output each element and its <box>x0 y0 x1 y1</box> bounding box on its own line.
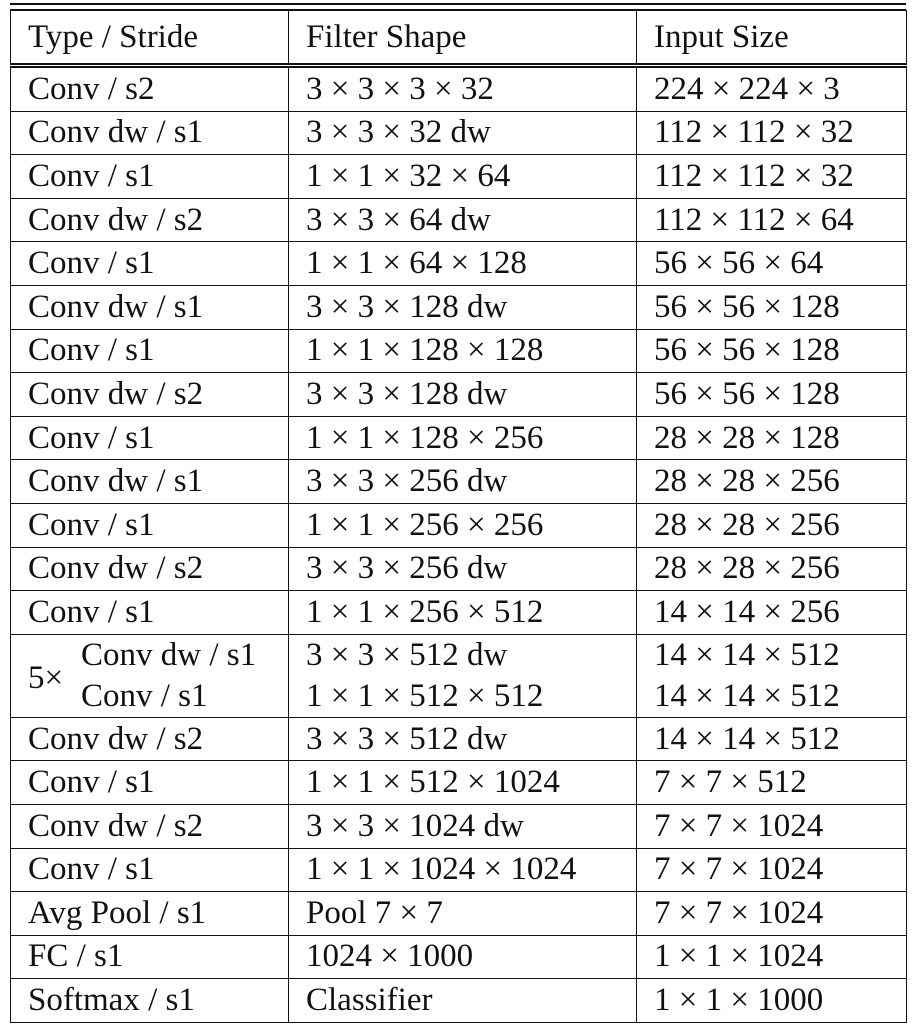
input-size-cell: 7 × 7 × 1024 <box>637 848 907 892</box>
table-row <box>11 198 907 242</box>
type-stride-cell: Conv dw / s1 <box>11 111 289 155</box>
input-size-cell: 1 × 1 × 1024 <box>637 935 907 979</box>
filter-shape-cell: 3 × 3 × 3 × 32 <box>289 66 637 112</box>
type-stride-cell: Conv / s2 <box>11 66 289 112</box>
filter-shape-cell: 3 × 3 × 64 dw <box>289 198 637 242</box>
table-row <box>11 935 907 979</box>
filter-shape-cell <box>289 634 637 717</box>
type-stride-cell: Conv / s1 <box>11 761 289 805</box>
table-row <box>11 285 907 329</box>
input-size-cell: 112 × 112 × 32 <box>637 155 907 199</box>
filter-shape-cell: 1024 × 1000 <box>289 935 637 979</box>
table-row <box>11 329 907 373</box>
input-size-cell: 112 × 112 × 32 <box>637 111 907 155</box>
table-row <box>11 503 907 547</box>
type-stride-cell: Conv / s1 <box>11 155 289 199</box>
type-stride-cell: Conv / s1 <box>11 416 289 460</box>
input-size-cell: 14 × 14 × 256 <box>637 591 907 635</box>
column-header-input-size: Input Size <box>637 11 907 66</box>
filter-shape-cell: 1 × 1 × 512 × 1024 <box>289 761 637 805</box>
input-size-cell: 56 × 56 × 128 <box>637 373 907 417</box>
filter-shape-cell: 1 × 1 × 32 × 64 <box>289 155 637 199</box>
table-row <box>11 979 907 1023</box>
filter-shape-cell: 3 × 3 × 256 dw <box>289 460 637 504</box>
table-row <box>11 66 907 112</box>
input-size-cell: 112 × 112 × 64 <box>637 198 907 242</box>
type-stride-cell: Conv dw / s2 <box>11 717 289 761</box>
input-size-cell: 28 × 28 × 256 <box>637 460 907 504</box>
input-size-cell: 56 × 56 × 64 <box>637 242 907 286</box>
top-rule <box>10 3 906 5</box>
input-size-cell: 28 × 28 × 128 <box>637 416 907 460</box>
filter-shape-cell: 3 × 3 × 256 dw <box>289 547 637 591</box>
filter-shape-cell: 3 × 3 × 512 dw <box>289 717 637 761</box>
input-size-cell: 224 × 224 × 3 <box>637 66 907 112</box>
table-row <box>11 416 907 460</box>
input-size-cell: 7 × 7 × 1024 <box>637 892 907 936</box>
input-size-cell: 56 × 56 × 128 <box>637 285 907 329</box>
filter-shape-cell: 3 × 3 × 128 dw <box>289 373 637 417</box>
type-stride-cell <box>11 634 289 717</box>
repeat-line-filter: 3 × 3 × 512 dw <box>306 636 508 673</box>
column-header-type-stride: Type / Stride <box>11 11 289 66</box>
filter-shape-cell: 1 × 1 × 128 × 256 <box>289 416 637 460</box>
filter-shape-cell: 3 × 3 × 32 dw <box>289 111 637 155</box>
table-row <box>11 373 907 417</box>
filter-shape-cell: 3 × 3 × 128 dw <box>289 285 637 329</box>
input-size-cell: 56 × 56 × 128 <box>637 329 907 373</box>
filter-shape-cell: 1 × 1 × 1024 × 1024 <box>289 848 637 892</box>
repeat-line-filter: 1 × 1 × 512 × 512 <box>306 677 544 714</box>
table-row <box>11 460 907 504</box>
table-row <box>11 591 907 635</box>
table-row <box>11 547 907 591</box>
type-stride-cell: Conv / s1 <box>11 848 289 892</box>
input-size-cell: 7 × 7 × 512 <box>637 761 907 805</box>
filter-shape-cell: 1 × 1 × 256 × 256 <box>289 503 637 547</box>
repeat-line-type: Conv dw / s1 <box>81 636 257 673</box>
repeat-line-input: 14 × 14 × 512 <box>654 636 840 673</box>
header-row <box>11 11 907 66</box>
repeat-line-input: 14 × 14 × 512 <box>654 677 840 714</box>
type-stride-cell: Conv dw / s2 <box>11 547 289 591</box>
column-header-filter-shape: Filter Shape <box>289 11 637 66</box>
table-row <box>11 242 907 286</box>
repeat-line-type: Conv / s1 <box>81 677 208 714</box>
type-stride-cell: Avg Pool / s1 <box>11 892 289 936</box>
input-size-cell: 7 × 7 × 1024 <box>637 804 907 848</box>
input-size-cell: 28 × 28 × 256 <box>637 503 907 547</box>
type-stride-cell: Conv dw / s2 <box>11 804 289 848</box>
type-stride-cell: Conv / s1 <box>11 242 289 286</box>
repeat-block-row <box>11 634 907 717</box>
table-row <box>11 111 907 155</box>
filter-shape-cell: Pool 7 × 7 <box>289 892 637 936</box>
type-stride-cell: Conv dw / s1 <box>11 285 289 329</box>
filter-shape-cell: 1 × 1 × 64 × 128 <box>289 242 637 286</box>
table-row <box>11 804 907 848</box>
type-stride-cell: Conv / s1 <box>11 329 289 373</box>
input-size-cell <box>637 634 907 717</box>
table-row <box>11 848 907 892</box>
input-size-cell: 28 × 28 × 256 <box>637 547 907 591</box>
type-stride-cell: Conv dw / s2 <box>11 373 289 417</box>
type-stride-cell: FC / s1 <box>11 935 289 979</box>
type-stride-cell: Conv / s1 <box>11 591 289 635</box>
filter-shape-cell: 3 × 3 × 1024 dw <box>289 804 637 848</box>
architecture-table <box>10 10 907 1023</box>
table-row <box>11 892 907 936</box>
repeat-factor: 5× <box>28 659 64 696</box>
table-row <box>11 717 907 761</box>
table-row <box>11 155 907 199</box>
input-size-cell: 1 × 1 × 1000 <box>637 979 907 1023</box>
filter-shape-cell: Classifier <box>289 979 637 1023</box>
type-stride-cell: Conv dw / s1 <box>11 460 289 504</box>
type-stride-cell: Softmax / s1 <box>11 979 289 1023</box>
filter-shape-cell: 1 × 1 × 256 × 512 <box>289 591 637 635</box>
type-stride-cell: Conv / s1 <box>11 503 289 547</box>
table-row <box>11 761 907 805</box>
filter-shape-cell: 1 × 1 × 128 × 128 <box>289 329 637 373</box>
type-stride-cell: Conv dw / s2 <box>11 198 289 242</box>
input-size-cell: 14 × 14 × 512 <box>637 717 907 761</box>
